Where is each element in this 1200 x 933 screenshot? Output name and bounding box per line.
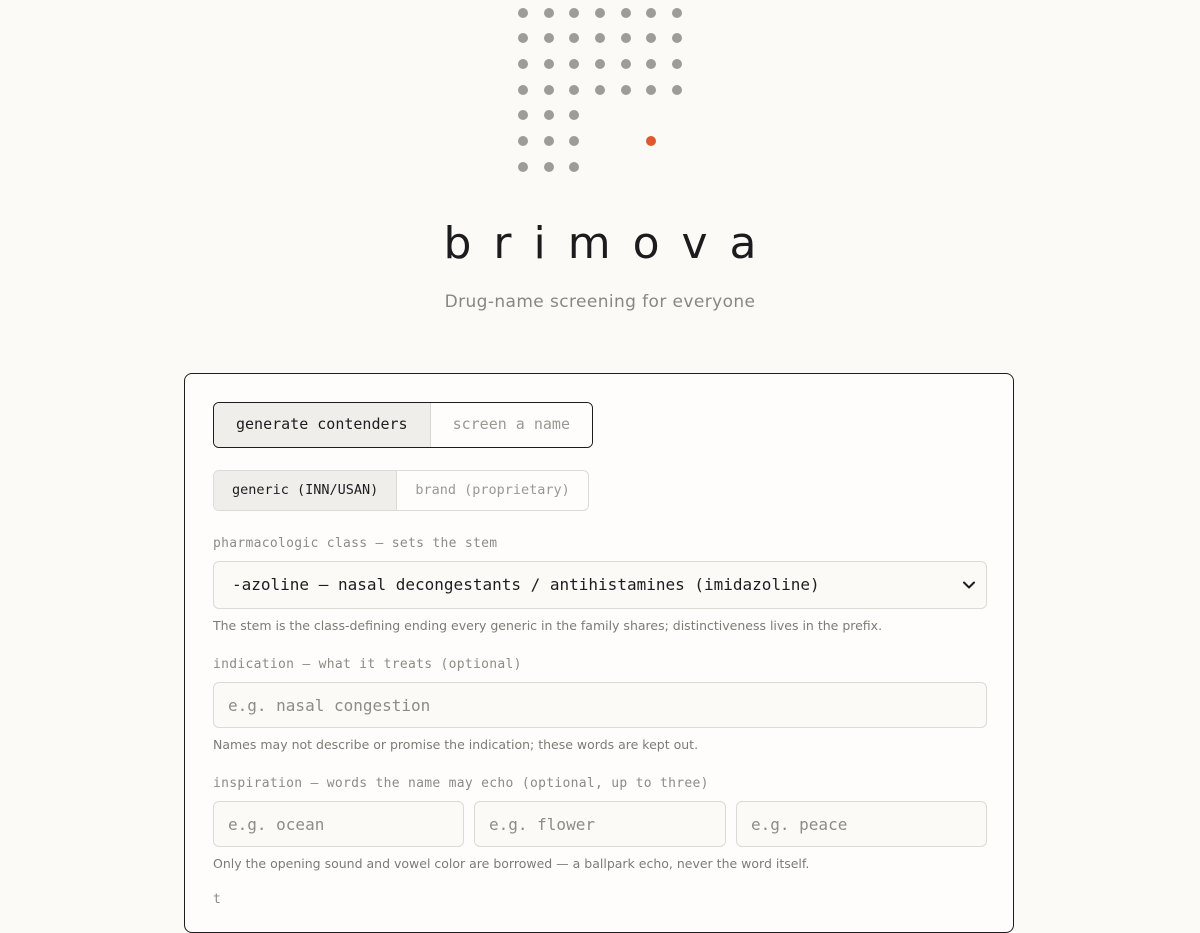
logo-dot bbox=[518, 8, 528, 18]
logo-dot bbox=[518, 59, 528, 69]
logo-dot bbox=[569, 85, 579, 95]
logo-dot bbox=[569, 59, 579, 69]
logo-dot bbox=[569, 136, 579, 146]
logo-dot bbox=[621, 59, 631, 69]
next-field-label: t bbox=[213, 892, 221, 907]
logo-dot bbox=[646, 85, 656, 95]
pharm-class-label: pharmacologic class — sets the stem bbox=[213, 536, 498, 551]
logo-dot bbox=[518, 85, 528, 95]
inspiration-input-1[interactable] bbox=[213, 801, 464, 847]
logo-dot bbox=[569, 110, 579, 120]
logo-dot bbox=[672, 33, 682, 43]
logo-dot bbox=[595, 59, 605, 69]
mode-tabs bbox=[213, 402, 593, 448]
pharm-class-help: The stem is the class-defining ending every generic in the family shares; distinctiveness lives in the prefix. bbox=[213, 618, 883, 633]
logo-dot bbox=[518, 136, 528, 146]
logo-dot bbox=[518, 33, 528, 43]
logo-dot bbox=[569, 8, 579, 18]
logo-dot bbox=[569, 162, 579, 172]
logo-dot bbox=[544, 59, 554, 69]
logo-dot bbox=[544, 85, 554, 95]
logo-dot bbox=[646, 33, 656, 43]
generator-card bbox=[184, 373, 1014, 933]
logo-dot bbox=[595, 85, 605, 95]
indication-help: Names may not describe or promise the indication; these words are kept out. bbox=[213, 737, 699, 752]
toggle-generic[interactable]: generic (INN/USAN) bbox=[214, 471, 397, 510]
logo-dot bbox=[672, 59, 682, 69]
logo-dot bbox=[518, 162, 528, 172]
logo-dot bbox=[544, 8, 554, 18]
logo-dot bbox=[518, 110, 528, 120]
tagline: Drug-name screening for everyone bbox=[444, 292, 756, 312]
inspiration-input-3[interactable] bbox=[736, 801, 987, 847]
indication-input[interactable] bbox=[213, 682, 987, 728]
logo-dot bbox=[672, 8, 682, 18]
pharm-class-select[interactable] bbox=[213, 561, 987, 609]
logo-dot bbox=[544, 136, 554, 146]
logo-accent-dot bbox=[646, 136, 656, 146]
logo-dot bbox=[595, 8, 605, 18]
logo-dot bbox=[646, 59, 656, 69]
toggle-brand[interactable]: brand (proprietary) bbox=[415, 482, 570, 498]
logo-dot bbox=[621, 85, 631, 95]
logo-dot bbox=[621, 33, 631, 43]
logo-mark bbox=[0, 0, 1200, 190]
logo-dot bbox=[544, 162, 554, 172]
logo-dot bbox=[569, 33, 579, 43]
inspiration-label: inspiration — words the name may echo (optional, up to three) bbox=[213, 776, 709, 791]
logo-dot bbox=[544, 33, 554, 43]
indication-label: indication — what it treats (optional) bbox=[213, 657, 522, 672]
tab-generate-contenders[interactable]: generate contenders bbox=[214, 403, 431, 447]
chevron-down-icon bbox=[962, 562, 976, 608]
logo-dot bbox=[621, 8, 631, 18]
inspiration-help: Only the opening sound and vowel color are borrowed — a ballpark echo, never the word itself. bbox=[213, 856, 810, 871]
brand-name: brimova bbox=[443, 218, 779, 269]
pharm-class-selected-value: -azoline — nasal decongestants / antihistamines (imidazoline) bbox=[232, 575, 820, 594]
inspiration-input-2[interactable] bbox=[474, 801, 726, 847]
logo-dot bbox=[544, 110, 554, 120]
logo-dot bbox=[595, 33, 605, 43]
name-kind-toggle bbox=[213, 470, 589, 511]
logo-dot bbox=[646, 8, 656, 18]
logo-dot bbox=[672, 85, 682, 95]
tab-screen-a-name[interactable]: screen a name bbox=[431, 403, 592, 447]
